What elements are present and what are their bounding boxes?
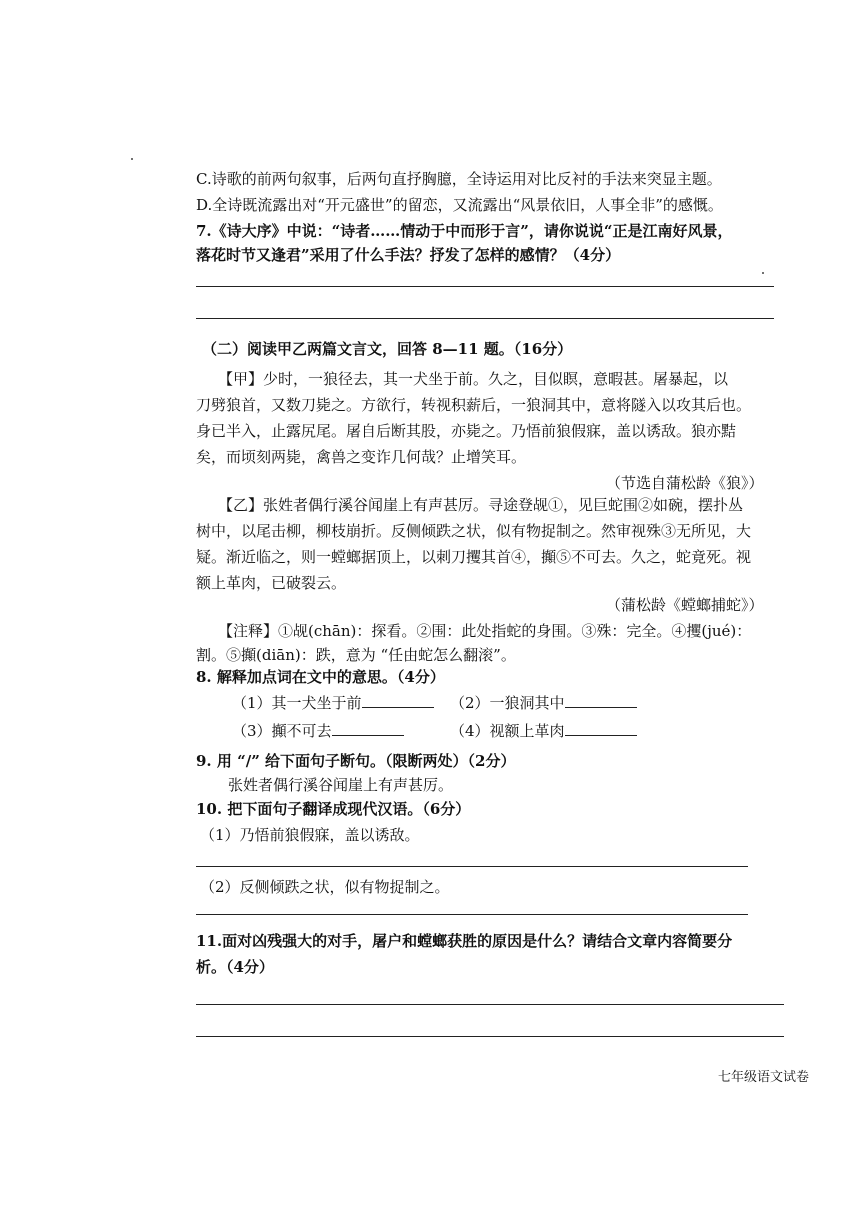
- notes-line-2: 割。⑤攧(diān)：跌，意为 “任由蛇怎么翻滚”。: [196, 646, 516, 664]
- section2-heading: （二）阅读甲乙两篇文言文，回答 8—11 题。（16分）: [202, 340, 573, 358]
- jia-line-2: 刀劈狼首，又数刀毙之。方欲行，转视积薪后，一狼洞其中，意将隧入以攻其后也。: [196, 396, 752, 414]
- q10-answer-line-1: [196, 866, 748, 867]
- jia-line-3: 身已半入，止露尻尾。屠自后断其股，亦毙之。乃悟前狼假寐，盖以诱敌。狼亦黠: [196, 422, 737, 440]
- yi-line-1: 【乙】张姓者偶行溪谷闻崖上有声甚厉。寻途登觇①，见巨蛇围②如碗，摆扑丛: [218, 496, 744, 514]
- yi-line-4: 额上革肉，已破裂云。: [196, 574, 347, 592]
- yi-line-2: 树中，以尾击柳，柳枝崩折。反侧倾跌之状，似有物捉制之。然审视殊③无所见，大: [196, 522, 752, 540]
- scan-speck: [762, 272, 764, 274]
- q10-item-1: （1）乃悟前狼假寐，盖以诱敌。: [200, 826, 420, 844]
- q11-line2: 析。（4分）: [196, 958, 274, 976]
- yi-source: （蒲松龄《螳螂捕蛇》）: [606, 596, 764, 614]
- jia-line-1: 【甲】少时，一狼径去，其一犬坐于前。久之，目似瞑，意暇甚。屠暴起，以: [218, 370, 729, 388]
- q8-blank-1[interactable]: [362, 693, 434, 708]
- notes-line-1: 【注释】①觇(chān)：探看。②围：此处指蛇的身围。③殊：完全。④攫(jué)：: [218, 622, 752, 640]
- q9-sentence: 张姓者偶行溪谷闻崖上有声甚厉。: [228, 776, 454, 794]
- jia-line-4: 矣，而顷刻两毙，禽兽之变诈几何哉？止增笑耳。: [196, 448, 527, 466]
- q8-title: 8. 解释加点词在文中的意思。（4分）: [196, 668, 445, 686]
- q7-line2: 落花时节又逢君”采用了什么手法？抒发了怎样的感情？（4分）: [196, 246, 621, 264]
- q7-answer-line-1: [196, 286, 774, 287]
- q8-item-3: （3）攧不可去: [232, 720, 404, 742]
- q8-blank-2[interactable]: [565, 693, 637, 708]
- q11-answer-line-2: [196, 1036, 784, 1037]
- footer-label: 七年级语文试卷: [718, 1070, 810, 1085]
- q9-title: 9. 用 “/” 给下面句子断句。（限断两处）（2分）: [196, 752, 516, 770]
- q8-item-1: （1）其一犬坐于前: [232, 692, 434, 714]
- scan-speck: [131, 158, 133, 160]
- option-d: D.全诗既流露出对“开元盛世”的留恋，又流露出“风景依旧，人事全非”的感慨。: [196, 196, 723, 214]
- q11-answer-line-1: [196, 1004, 784, 1005]
- q10-answer-line-2: [196, 914, 748, 915]
- jia-source: （节选自蒲松龄《狼》）: [606, 474, 764, 492]
- yi-line-3: 疑。渐近临之，则一螳螂据顶上，以刺刀攫其首④，攧⑤不可去。久之，蛇竟死。视: [196, 548, 752, 566]
- q10-title: 10. 把下面句子翻译成现代汉语。（6分）: [196, 800, 471, 818]
- option-c: C.诗歌的前两句叙事，后两句直抒胸臆，全诗运用对比反衬的手法来突显主题。: [196, 170, 722, 188]
- q8-blank-3[interactable]: [332, 721, 404, 736]
- q7-answer-line-2: [196, 318, 774, 319]
- q7-line1: 7.《诗大序》中说：“诗者……情动于中而形于言”，请你说说“正是江南好风景，: [196, 222, 733, 240]
- q8-blank-4[interactable]: [565, 721, 637, 736]
- q11-line1: 11.面对凶残强大的对手，屠户和螳螂获胜的原因是什么？请结合文章内容简要分: [196, 932, 733, 950]
- q8-item-2: （2）一狼洞其中: [450, 692, 637, 714]
- q8-item-4: （4）视额上革肉: [450, 720, 637, 742]
- q10-item-2: （2）反侧倾跌之状，似有物捉制之。: [200, 878, 450, 896]
